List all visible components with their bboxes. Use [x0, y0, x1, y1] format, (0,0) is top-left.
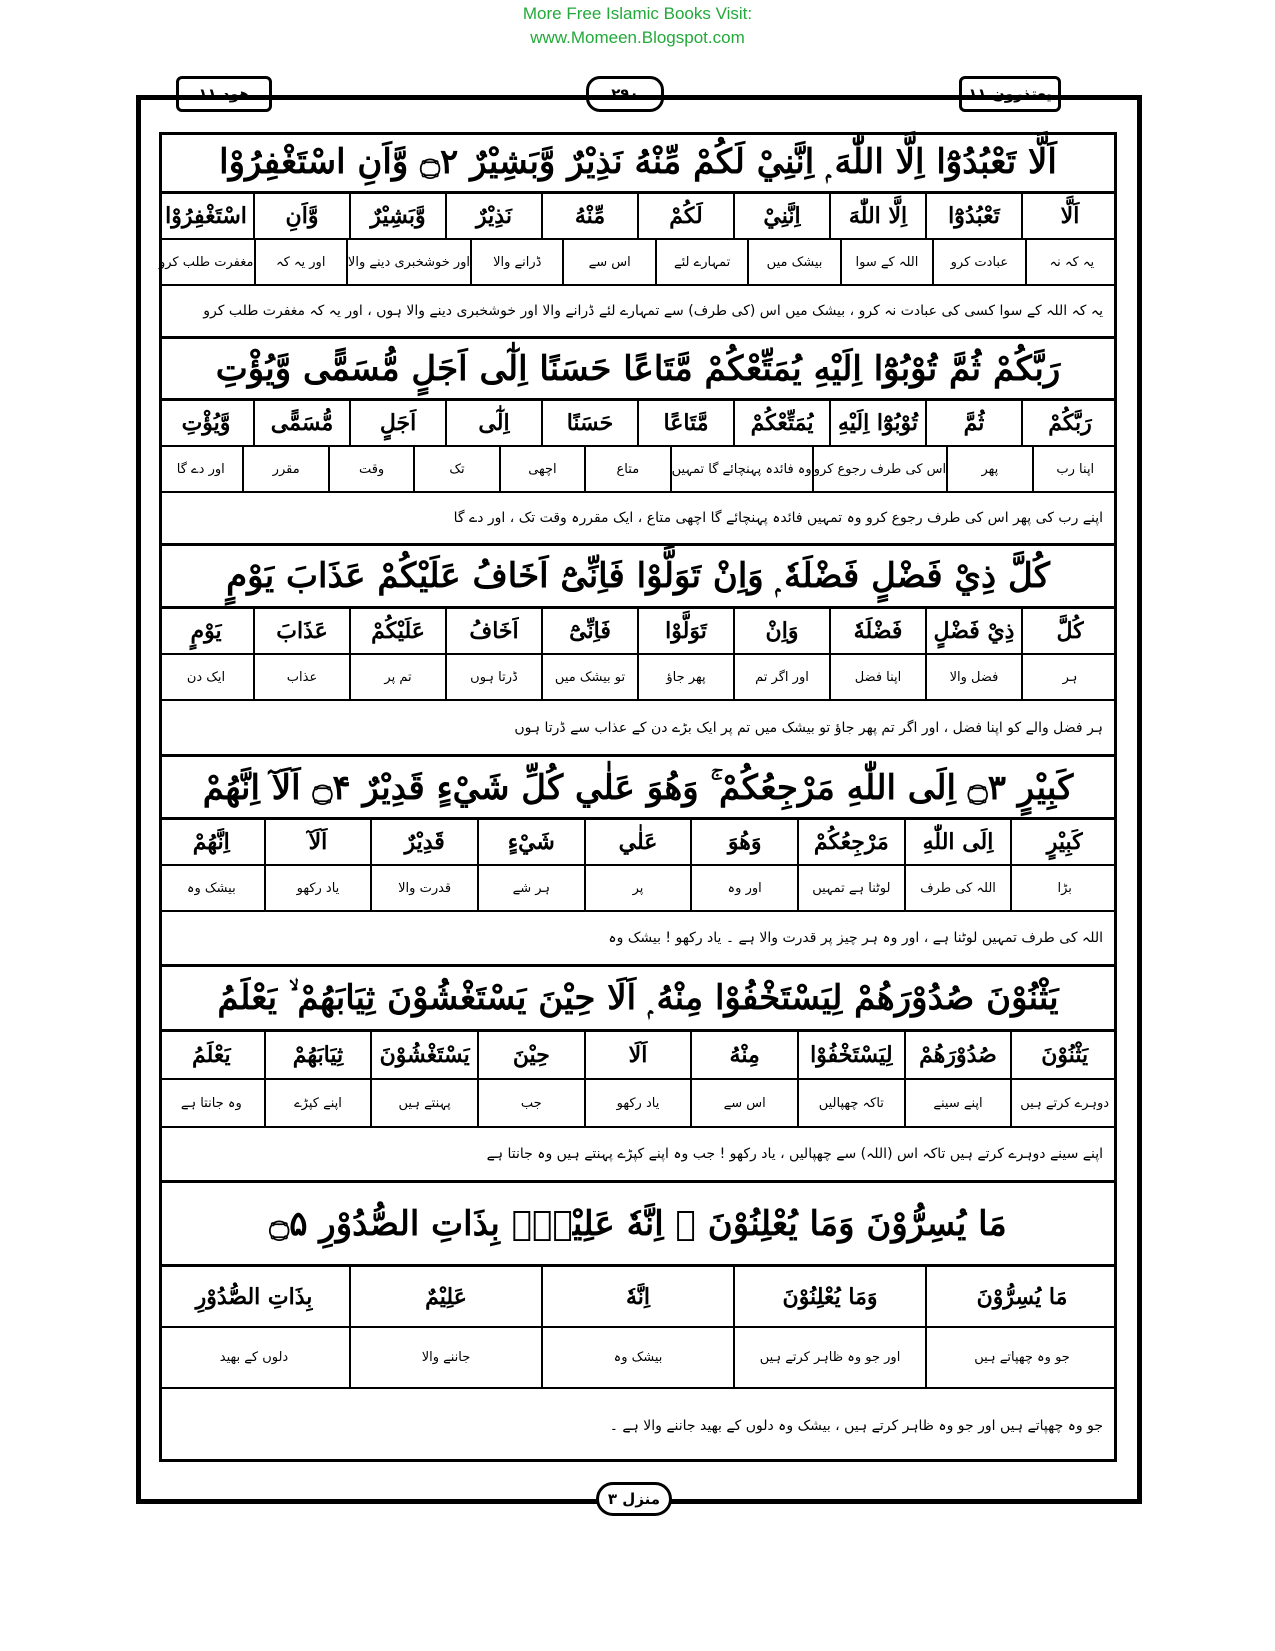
arabic-word-cell: اَخَافُ [445, 609, 541, 653]
arabic-word-cell: وَّاَنِ [253, 194, 349, 238]
arabic-word-cell: عَلٰي [584, 820, 691, 864]
arabic-word-cell: لِيَسْتَخْفُوْا [797, 1032, 904, 1078]
arabic-word-cell: صُدُوْرَهُمْ [904, 1032, 1011, 1078]
verse-section [159, 757, 1117, 967]
page-number: ۲۹۰ [586, 76, 664, 112]
arabic-word-cell: ذِيْ فَضْلٍ [925, 609, 1021, 653]
arabic-word-cell: اِلَى اللّٰهِ [904, 820, 1011, 864]
arabic-word-cell: فَاِنِّىْٓ [541, 609, 637, 653]
urdu-meaning-cell: عبادت کرو [932, 240, 1024, 284]
urdu-meaning-cell: پھر [946, 447, 1031, 491]
arabic-word-cell: عَلَيْكُمْ [349, 609, 445, 653]
urdu-meanings-row [159, 447, 1117, 493]
page-header [176, 76, 1061, 108]
urdu-meaning-cell: وہ فائدہ پہنچائے گا تمہیں [670, 447, 812, 491]
promo-line-1: More Free Islamic Books Visit: [522, 4, 753, 23]
arabic-word-cell: مَرْجِعُكُمْ [797, 820, 904, 864]
urdu-meaning-cell: اپنے کپڑے [264, 1080, 371, 1126]
urdu-meanings-row [159, 866, 1117, 912]
arabic-word-cell: نَذِيْرٌ [445, 194, 541, 238]
urdu-meaning-cell: تم پر [349, 655, 445, 699]
arabic-words-row [159, 820, 1117, 866]
verse-section [159, 967, 1117, 1183]
urdu-meaning-cell: پھر جاؤ [637, 655, 733, 699]
urdu-translation: یہ کہ اللہ کے سوا کسی کی عبادت نہ کرو ، بیشک میں اس (کی طرف) سے تمہارے لئے ڈرانے والا اور خوشخبری دینے والا ہوں ، اور یہ کہ مغفرت طلب کرو [159, 286, 1117, 339]
urdu-meaning-cell: ایک دن [186, 669, 226, 685]
urdu-meaning-cell: اور جو وہ ظاہر کرتے ہیں [733, 1328, 925, 1387]
urdu-meaning-cell: اپنا رب [1032, 447, 1117, 491]
arabic-word-cell: وَّيُؤْتِ [181, 410, 231, 436]
urdu-meaning-cell: دلوں کے بھید [219, 1350, 289, 1365]
arabic-verse: اَلَّا تَعْبُدُوْٓا اِلَّا اللّٰهَ ۭ اِنَّنِيْ لَكُمْ مِّنْهُ نَذِيْرٌ وَّبَشِيْرٌ ۝۲ وَّاَنِ اسْتَغْفِرُوْا [159, 132, 1117, 194]
urdu-meanings-row [159, 1328, 1117, 1389]
para-label: یعتذرون ۱۱ [959, 76, 1061, 112]
arabic-words-row [159, 1032, 1117, 1080]
arabic-word-cell: وَاِنْ [733, 609, 829, 653]
verse-section [159, 1183, 1117, 1462]
arabic-word-cell: اِلٰٓى [445, 401, 541, 445]
urdu-meaning-cell: اور اگر تم [733, 655, 829, 699]
arabic-word-cell: مِّنْهُ [541, 194, 637, 238]
arabic-word-cell: مِنْهُ [690, 1032, 797, 1078]
arabic-word-cell: يَسْتَغْشُوْنَ [370, 1032, 477, 1078]
urdu-meaning-cell: بیشک وہ [186, 880, 236, 896]
urdu-meaning-cell: دوہرے کرتے ہیں [1010, 1080, 1117, 1126]
surah-label: ھود ۱۱ [176, 76, 272, 112]
arabic-word-cell: لَكُمْ [637, 194, 733, 238]
arabic-word-cell: اَلَآ [264, 820, 371, 864]
arabic-word-cell: تَوَلَّوْا [637, 609, 733, 653]
arabic-word-cell: حِيْنَ [477, 1032, 584, 1078]
arabic-word-cell: اِنَّهُمْ [192, 829, 230, 855]
arabic-word-cell: اِنَّنِيْ [733, 194, 829, 238]
urdu-meaning-cell: یہ کہ نہ [1025, 240, 1117, 284]
arabic-word-cell: مَّتَاعًا [637, 401, 733, 445]
urdu-meaning-cell: اور دے گا [176, 461, 225, 477]
urdu-meaning-cell: وقت [328, 447, 413, 491]
verse-section [159, 132, 1117, 339]
urdu-meaning-cell: اس سے [690, 1080, 797, 1126]
arabic-word-cell: تُوْبُوْٓا اِلَيْهِ [829, 401, 925, 445]
arabic-word-cell: كَبِيْرٍ [1010, 820, 1117, 864]
urdu-meaning-cell: اس سے [562, 240, 654, 284]
urdu-meaning-cell: تاکہ چھپالیں [797, 1080, 904, 1126]
urdu-translation: جو وہ چھپاتے ہیں اور جو وہ ظاہر کرتے ہیں ، بیشک وہ دلوں کے بھید جاننے والا ہے ۔ [609, 1417, 1103, 1434]
arabic-word-cell: مَا يُسِرُّوْنَ [925, 1267, 1117, 1326]
arabic-word-cell: اِنَّهٗ [541, 1267, 733, 1326]
urdu-meaning-cell: بڑا [1010, 866, 1117, 910]
arabic-word-cell: يَعْلَمُ [191, 1042, 231, 1068]
arabic-word-cell: اَلَّا [1021, 194, 1117, 238]
urdu-meaning-cell: اللہ کے سوا [840, 240, 932, 284]
urdu-meaning-cell: اور یہ کہ [254, 240, 346, 284]
urdu-meaning-cell: ہر [1021, 655, 1117, 699]
verse-section [159, 546, 1117, 757]
urdu-meaning-cell: ڈرانے والا [470, 240, 562, 284]
urdu-meaning-cell: جو وہ چھپاتے ہیں [925, 1328, 1117, 1387]
arabic-word-cell: وَمَا يُعْلِنُوْنَ [733, 1267, 925, 1326]
verse-section [159, 339, 1117, 546]
arabic-word-cell: وَهُوَ [690, 820, 797, 864]
urdu-meaning-cell: اپنے سینے [904, 1080, 1011, 1126]
arabic-word-cell: اَلَا [584, 1032, 691, 1078]
urdu-meaning-cell: عذاب [253, 655, 349, 699]
urdu-meaning-cell: فضل والا [925, 655, 1021, 699]
arabic-word-cell: بِذَاتِ الصُّدُوْرِ [195, 1283, 313, 1310]
urdu-meaning-cell: اپنا فضل [829, 655, 925, 699]
urdu-meaning-cell: قدرت والا [370, 866, 477, 910]
urdu-meaning-cell: یاد رکھو [584, 1080, 691, 1126]
arabic-word-cell: عَذَابَ [253, 609, 349, 653]
arabic-word-cell: يَثْنُوْنَ [1010, 1032, 1117, 1078]
urdu-meaning-cell: مغفرت طلب کرو [158, 254, 254, 270]
arabic-verse: كُلَّ ذِيْ فَضْلٍ فَضْلَهٗ ۭ وَاِنْ تَوَلَّوْا فَاِنِّىْٓ اَخَافُ عَلَيْكُمْ عَذَابَ يَوْمٍ [159, 546, 1117, 609]
urdu-meaning-cell: پہنتے ہیں [370, 1080, 477, 1126]
urdu-meaning-cell: وہ جانتا ہے [180, 1095, 242, 1111]
urdu-meaning-cell: لوٹنا ہے تمہیں [797, 866, 904, 910]
urdu-meaning-cell: اللہ کی طرف [904, 866, 1011, 910]
arabic-word-cell: مُّسَمًّى [253, 401, 349, 445]
urdu-meaning-cell: ڈرتا ہوں [445, 655, 541, 699]
arabic-verse: رَبَّكُمْ ثُمَّ تُوْبُوْٓا اِلَيْهِ يُمَتِّعْكُمْ مَّتَاعًا حَسَنًا اِلٰٓى اَجَلٍ مُّسَمًّى وَّيُؤْتِ [159, 339, 1117, 401]
urdu-meaning-cell: یاد رکھو [264, 866, 371, 910]
urdu-meaning-cell: تک [413, 447, 498, 491]
urdu-meaning-cell: جب [477, 1080, 584, 1126]
arabic-words-row [159, 401, 1117, 447]
arabic-word-cell: ثِيَابَهُمْ [264, 1032, 371, 1078]
promo-link[interactable]: www.Momeen.Blogspot.com [530, 28, 745, 47]
urdu-meaning-cell: تو بیشک میں [541, 655, 637, 699]
urdu-translation: اپنے رب کی پھر اس کی طرف رجوع کرو وہ تمہیں فائدہ پہنچائے گا اچھی متاع ، ایک مقررہ وقت تک ، اور دے گا [159, 493, 1117, 546]
urdu-meanings-row [159, 1080, 1117, 1128]
arabic-words-row [159, 1267, 1117, 1328]
urdu-meaning-cell: بیشک میں [747, 240, 839, 284]
arabic-verse: مَا يُسِرُّوْنَ وَمَا يُعْلِنُوْنَ ۚ اِنَّهٗ عَلِيْمٌۢ بِذَاتِ الصُّدُوْرِ ۝۵ [159, 1183, 1117, 1267]
arabic-word-cell: ثُمَّ [925, 401, 1021, 445]
arabic-word-cell: اسْتَغْفِرُوْا [165, 203, 247, 229]
arabic-verse: كَبِيْرٍ ۝۳ اِلَى اللّٰهِ مَرْجِعُكُمْ ۚ وَهُوَ عَلٰي كُلِّ شَيْءٍ قَدِيْرٌ ۝۴ اَلَآ اِنَّهُمْ [159, 757, 1117, 820]
arabic-word-cell: يُمَتِّعْكُمْ [733, 401, 829, 445]
arabic-word-cell: فَضْلَهٗ [829, 609, 925, 653]
urdu-meanings-row [159, 655, 1117, 701]
arabic-word-cell: يَوْمٍ [190, 618, 222, 644]
arabic-word-cell: اِلَّا اللّٰهَ [829, 194, 925, 238]
urdu-meaning-cell: اس کی طرف رجوع کرو [812, 447, 946, 491]
arabic-words-row [159, 609, 1117, 655]
urdu-meaning-cell: اچھی [499, 447, 584, 491]
arabic-word-cell: وَّبَشِيْرٌ [349, 194, 445, 238]
urdu-meaning-cell: بیشک وہ [541, 1328, 733, 1387]
urdu-meaning-cell: جاننے والا [349, 1328, 541, 1387]
promo-banner [0, 2, 1275, 50]
urdu-translation: اللہ کی طرف تمہیں لوٹنا ہے ، اور وہ ہر چیز پر قدرت والا ہے ۔ یاد رکھو ! بیشک وہ [159, 912, 1117, 967]
arabic-words-row [159, 194, 1117, 240]
urdu-meaning-cell: اور وہ [690, 866, 797, 910]
urdu-meaning-cell: تمہارے لئے [655, 240, 747, 284]
urdu-translation: اپنے سینے دوہرے کرتے ہیں تاکہ اس (اللہ) سے چھپالیں ، یاد رکھو ! جب وہ اپنے کپڑے پہنتے ہیں وہ جانتا ہے [159, 1128, 1117, 1183]
arabic-word-cell: شَيْءٍ [477, 820, 584, 864]
urdu-meaning-cell: مقرر [242, 447, 327, 491]
urdu-meaning-cell: اور خوشخبری دینے والا [346, 240, 470, 284]
urdu-meaning-cell: پر [584, 866, 691, 910]
urdu-meanings-row [159, 240, 1117, 286]
arabic-word-cell: حَسَنًا [541, 401, 637, 445]
arabic-word-cell: اَجَلٍ [349, 401, 445, 445]
manzil-label: منزل ۳ [596, 1482, 672, 1516]
urdu-meaning-cell: متاع [584, 447, 669, 491]
arabic-word-cell: كُلَّ [1021, 609, 1117, 653]
arabic-word-cell: قَدِيْرٌ [370, 820, 477, 864]
arabic-word-cell: تَعْبُدُوْٓا [925, 194, 1021, 238]
arabic-verse: يَثْنُوْنَ صُدُوْرَهُمْ لِيَسْتَخْفُوْا مِنْهُ ۭ اَلَا حِيْنَ يَسْتَغْشُوْنَ ثِيَابَهُمْ ۙ يَعْلَمُ [159, 967, 1117, 1032]
urdu-meaning-cell: ہر شے [477, 866, 584, 910]
urdu-translation: ہر فضل والے کو اپنا فضل ، اور اگر تم پھر جاؤ تو بیشک میں تم پر ایک بڑے دن کے عذاب سے ڈرتا ہوں [159, 701, 1117, 757]
arabic-word-cell: عَلِيْمٌ [349, 1267, 541, 1326]
arabic-word-cell: رَبَّكُمْ [1021, 401, 1117, 445]
